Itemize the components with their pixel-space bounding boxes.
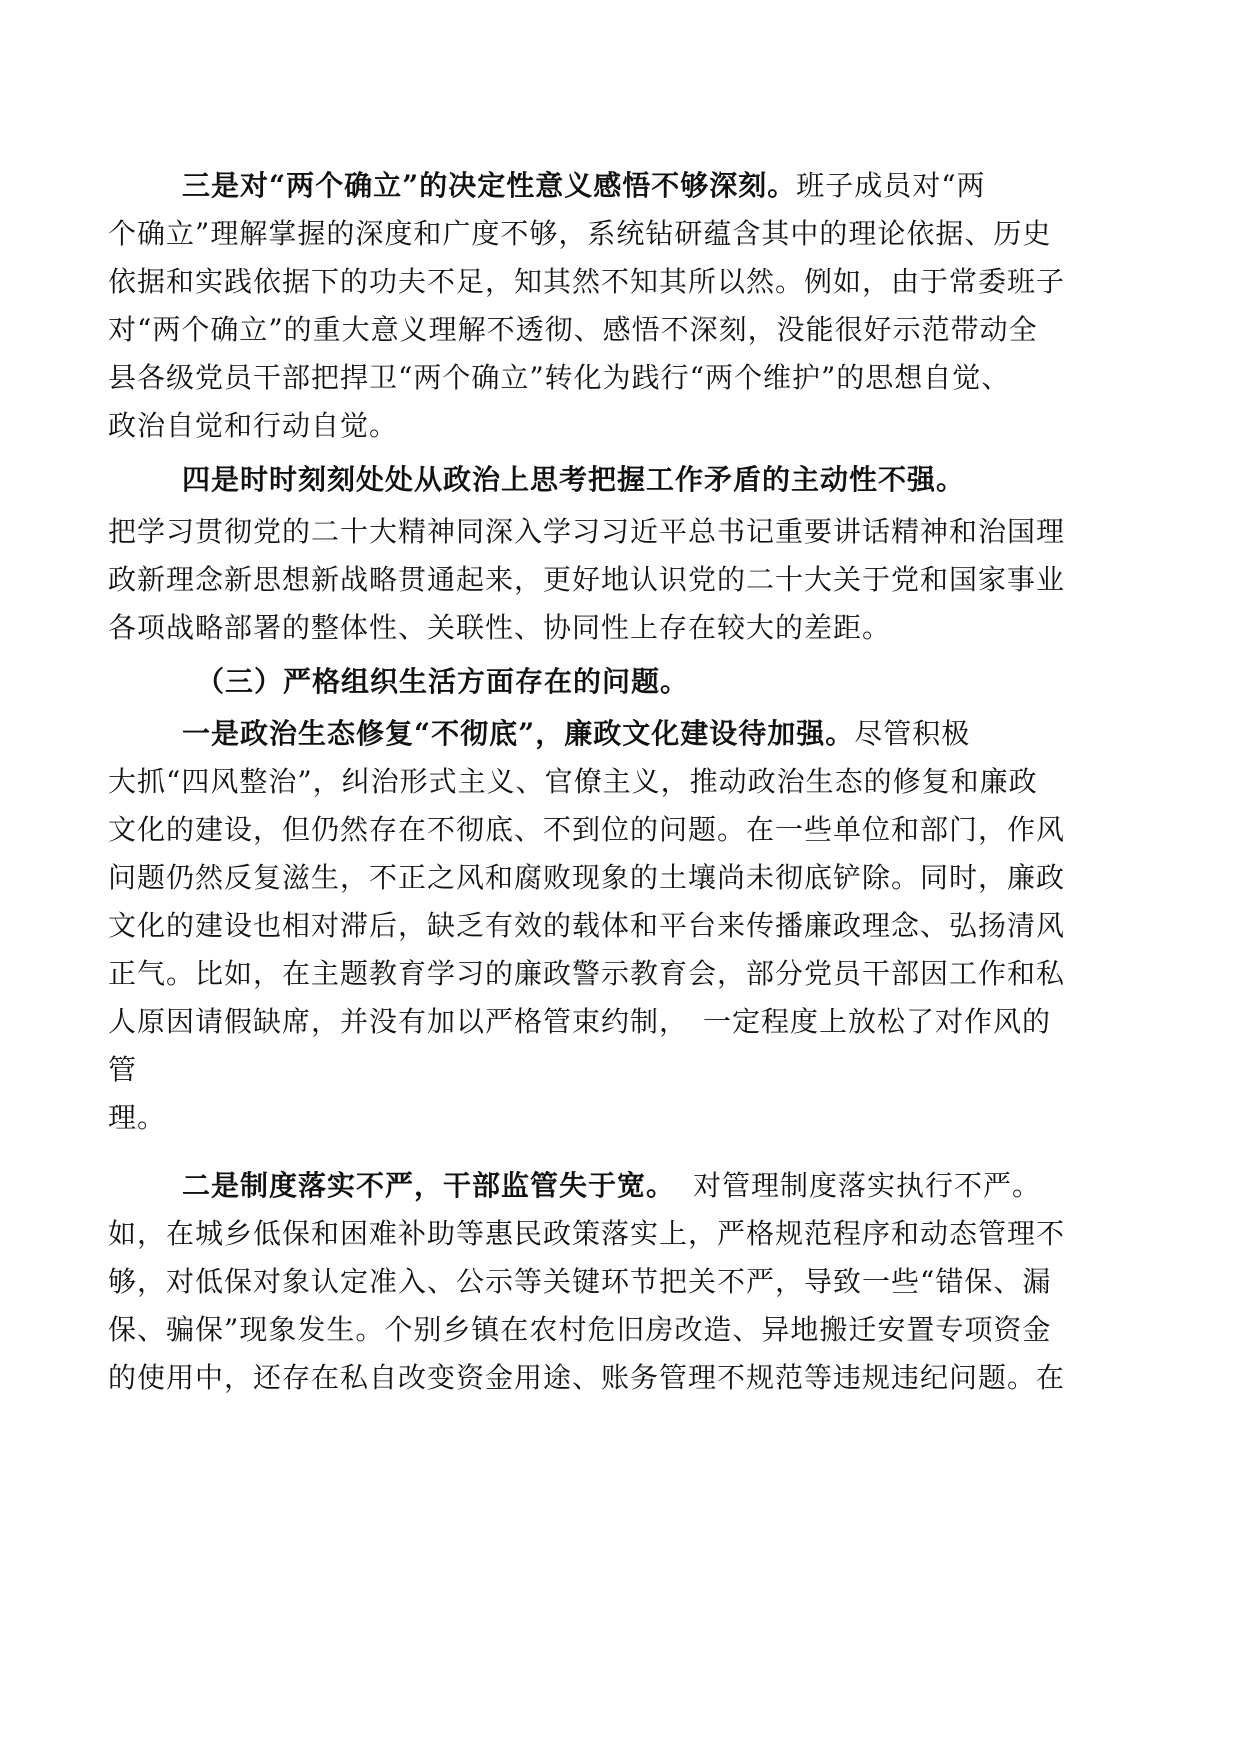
paragraph-4-line-3: 够，对低保对象认定准入、公示等关键环节把关不严，导致一些“错保、漏 bbox=[108, 1265, 1052, 1298]
paragraph-1-lead: 三是对“两个确立”的决定性意义感悟不够深刻。 bbox=[182, 169, 797, 202]
paragraph-1-line-6: 政治自觉和行动自觉。 bbox=[108, 409, 399, 442]
paragraph-3-line-1-rest: 尽管积极 bbox=[854, 717, 971, 750]
paragraph-4-line-2: 如，在城乡低保和困难补助等惠民政策落实上，严格规范程序和动态管理不 bbox=[108, 1217, 1066, 1250]
paragraph-2-line-4: 各项战略部署的整体性、关联性、协同性上存在较大的差距。 bbox=[108, 611, 892, 644]
paragraph-3-line-6: 正气。比如，在主题教育学习的廉政警示教育会，部分党员干部因工作和私 bbox=[108, 957, 1066, 990]
paragraph-3-line-1 bbox=[182, 712, 970, 756]
paragraph-4-line-1 bbox=[182, 1164, 1041, 1208]
paragraph-3-line-4: 问题仍然反复滋生，不正之风和腐败现象的土壤尚未彻底铲除。同时，廉政 bbox=[108, 861, 1066, 894]
section-heading: （三）严格组织生活方面存在的问题。 bbox=[196, 665, 690, 698]
paragraph-4-line-4: 保、骗保”现象发生。个别乡镇在农村危旧房改造、异地搬迁安置专项资金 bbox=[108, 1313, 1052, 1346]
paragraph-3-line-5: 文化的建设也相对滞后，缺乏有效的载体和平台来传播廉政理念、弘扬清风 bbox=[108, 909, 1066, 942]
paragraph-3-line-3: 文化的建设，但仍然存在不彻底、不到位的问题。在一些单位和部门，作风 bbox=[108, 813, 1066, 846]
paragraph-4-line-1-rest: 对管理制度落实执行不严。 bbox=[693, 1169, 1042, 1202]
paragraph-2-lead: 四是时时刻刻处处从政治上思考把握工作矛盾的主动性不强。 bbox=[182, 463, 966, 496]
paragraph-4-line-5: 的使用中，还存在私自改变资金用途、账务管理不规范等违规违纪问题。在 bbox=[108, 1361, 1066, 1394]
paragraph-1-line-4: 对“两个确立”的重大意义理解不透彻、感悟不深刻，没能很好示范带动全 bbox=[108, 313, 1038, 346]
paragraph-2-line-3: 政新理念新思想新战略贯通起来，更好地认识党的二十大关于党和国家事业 bbox=[108, 563, 1066, 596]
paragraph-1-line-3: 依据和实践依据下的功夫不足，知其然不知其所以然。例如，由于常委班子 bbox=[108, 265, 1066, 298]
paragraph-3-line-7: 人原因请假缺席，并没有加以严格管束约制， 一定程度上放松了对作风的 bbox=[108, 1005, 1052, 1038]
paragraph-3-lead: 一是政治生态修复“不彻底”，廉政文化建设待加强。 bbox=[182, 717, 855, 750]
paragraph-1-line-1-rest: 班子成员对“两 bbox=[796, 169, 986, 202]
paragraph-3-line-2: 大抓“四风整治”，纠治形式主义、官僚主义，推动政治生态的修复和廉政 bbox=[108, 765, 1038, 798]
paragraph-1-line-5: 县各级党员干部把捍卫“两个确立”转化为践行“两个维护”的思想自觉、 bbox=[108, 361, 1011, 394]
paragraph-1-line-2: 个确立”理解掌握的深度和广度不够，系统钻研蕴含其中的理论依据、历史 bbox=[108, 217, 1052, 250]
paragraph-4-lead: 二是制度落实不严，干部监管失于宽。 bbox=[182, 1169, 676, 1202]
paragraph-2-line-2: 把学习贯彻党的二十大精神同深入学习习近平总书记重要讲话精神和治国理 bbox=[108, 515, 1066, 548]
paragraph-3-line-9: 理。 bbox=[108, 1101, 167, 1134]
paragraph-3-line-8: 管 bbox=[108, 1053, 138, 1086]
paragraph-1-line-1 bbox=[182, 164, 986, 208]
